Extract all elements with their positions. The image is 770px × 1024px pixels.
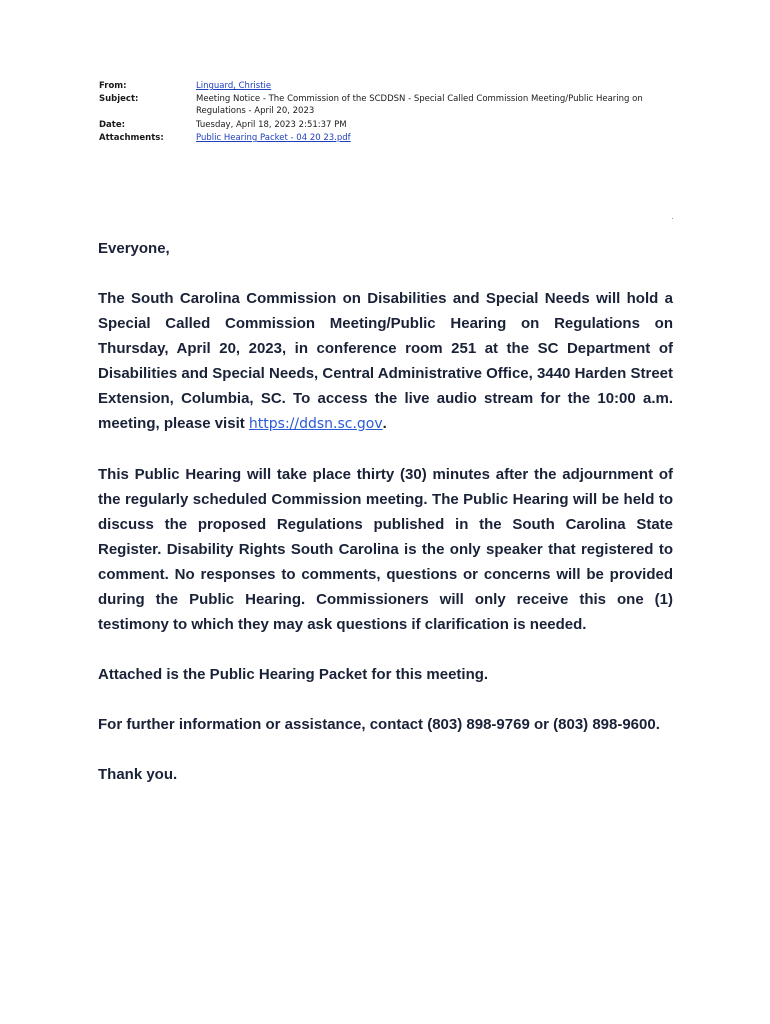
closing: Thank you. [98, 766, 178, 783]
greeting: Everyone, [98, 240, 170, 257]
email-body [98, 236, 673, 787]
date-label: Date: [99, 120, 126, 130]
from-label: From: [99, 81, 127, 91]
subject-value: Meeting Notice - The Commission of the SCDDSN - Special Called Commission Meeting/Public Hearing on Regulations - April 20, 2023 [196, 94, 643, 116]
paragraph-hearing-details: This Public Hearing will take place thirty (30) minutes after the adjournment of the regularly scheduled Commission meeting. The Public Hearing will be held to discuss the proposed Regulations published in the South Carolina State Register. Disability Rights South Carolina is the only speaker that registered to comment. No responses to comments, questions or concerns will be provided during the Public Hearing. Commissioners will only receive this one (1) testimony to which they may ask questions if clarification is needed. [98, 466, 673, 633]
attachment-link[interactable]: Public Hearing Packet - 04 20 23.pdf [196, 133, 351, 143]
stray-mark [672, 218, 673, 219]
attachments-label: Attachments: [99, 133, 164, 143]
paragraph-contact-info: For further information or assistance, contact (803) 898-9769 or (803) 898-9600. [98, 716, 660, 733]
paragraph-attachment-note: Attached is the Public Hearing Packet for this meeting. [98, 666, 489, 683]
paragraph-meeting-notice-end: . [382, 415, 387, 432]
from-row [99, 80, 679, 92]
date-value: Tuesday, April 18, 2023 2:51:37 PM [196, 120, 347, 130]
subject-row [99, 93, 679, 117]
paragraph-meeting-notice [98, 286, 673, 437]
from-link[interactable]: Linguard, Christie [196, 81, 272, 91]
attachments-row [99, 132, 679, 144]
paragraph-meeting-notice-text: The South Carolina Commission on Disabilities and Special Needs will hold a Special Called Commission Meeting/Public Hearing on Regulations on Thursday, April 20, 2023, in conference room 251 at the SC Department of Disabilities and Special Needs, Central Administrative Office, 3440 Harden Street Extension, Columbia, SC. To access the live audio stream for the 10:00 a.m. meeting, please visit [98, 290, 673, 432]
subject-label: Subject: [99, 94, 139, 104]
date-row [99, 119, 679, 131]
ddsn-website-link[interactable]: https://ddsn.sc.gov [248, 416, 383, 432]
email-header [99, 80, 679, 144]
